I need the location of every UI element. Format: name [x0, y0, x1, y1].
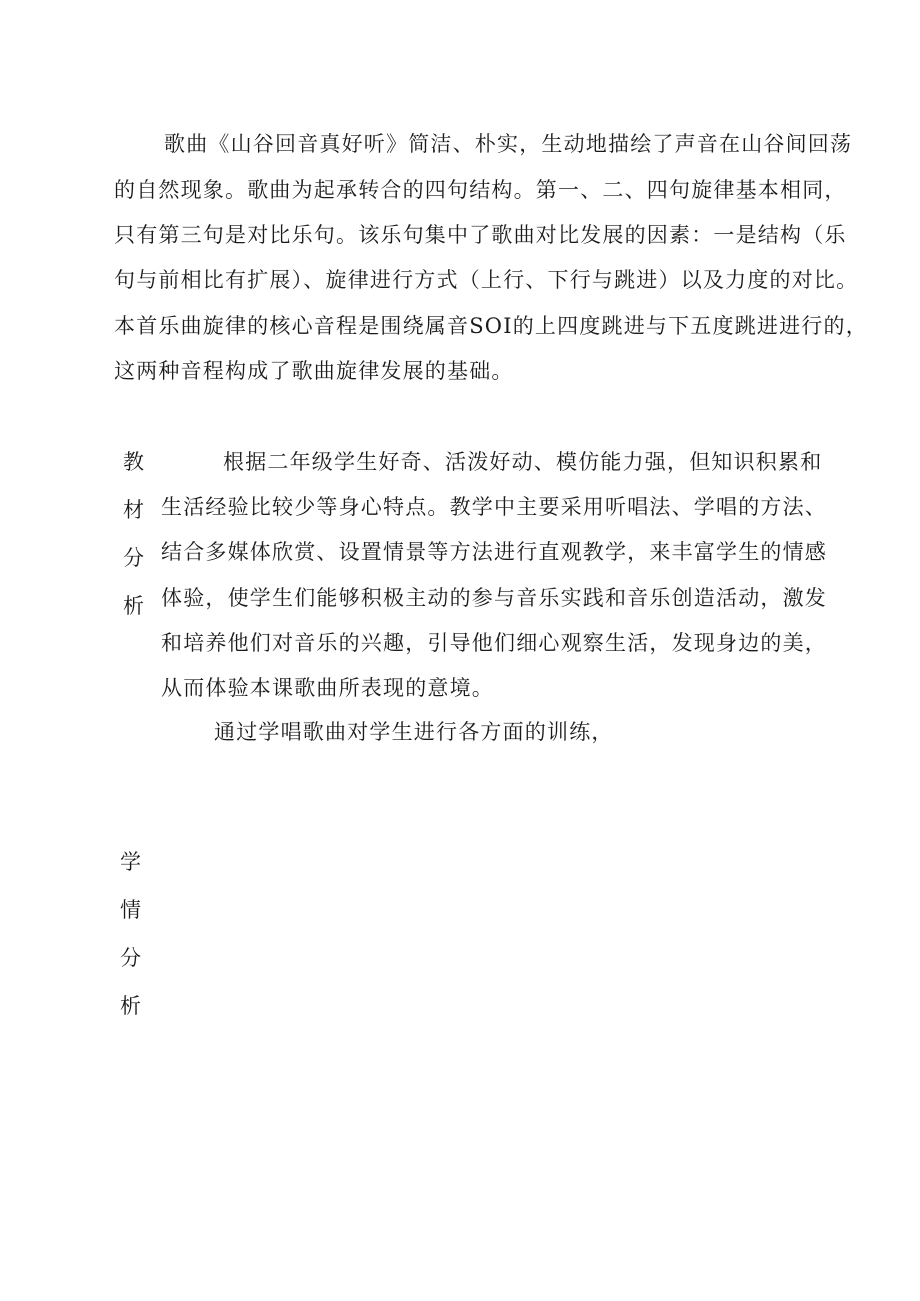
intro-line-4: 句与前相比有扩展）、旋律进行方式（上行、下行与跳进）以及力度的对比。	[114, 268, 859, 292]
student-label-char-4: 析	[120, 994, 141, 1018]
material-line-5: 和培养他们对音乐的兴趣，引导他们细心观察生活，发现身边的美，	[161, 631, 827, 655]
intro-line-1: 歌曲《山谷回音真好听》简洁、朴实，生动地描绘了声音在山谷间回荡	[164, 132, 853, 156]
student-label-char-2: 情	[120, 898, 141, 922]
material-line-1: 根据二年级学生好奇、活泼好动、模仿能力强，但知识积累和	[223, 450, 823, 474]
student-label-char-1: 学	[120, 850, 141, 874]
intro-line-3: 只有第三句是对比乐句。该乐句集中了歌曲对比发展的因素：一是结构（乐	[114, 223, 847, 247]
material-label-char-2: 材	[123, 498, 144, 522]
intro-line-6: 这两种音程构成了歌曲旋律发展的基础。	[114, 359, 514, 383]
training-line: 通过学唱歌曲对学生进行各方面的训练，	[214, 720, 614, 744]
material-label-char-4: 析	[123, 594, 144, 618]
student-label-char-3: 分	[120, 946, 141, 970]
material-line-3: 结合多媒体欣赏、设置情景等方法进行直观教学，来丰富学生的情感	[161, 540, 827, 564]
material-line-2: 生活经验比较少等身心特点。教学中主要采用听唱法、学唱的方法、	[161, 495, 827, 519]
material-line-6: 从而体验本课歌曲所表现的意境。	[161, 676, 494, 700]
material-line-4: 体验，使学生们能够积极主动的参与音乐实践和音乐创造活动，激发	[161, 586, 827, 610]
material-label-char-3: 分	[123, 546, 144, 570]
intro-line-5: 本首乐曲旋律的核心音程是围绕属音SOI的上四度跳进与下五度跳进进行的，	[114, 314, 868, 338]
intro-line-2: 的自然现象。歌曲为起承转合的四句结构。第一、二、四句旋律基本相同，	[114, 178, 847, 202]
material-label-char-1: 教	[123, 450, 144, 474]
